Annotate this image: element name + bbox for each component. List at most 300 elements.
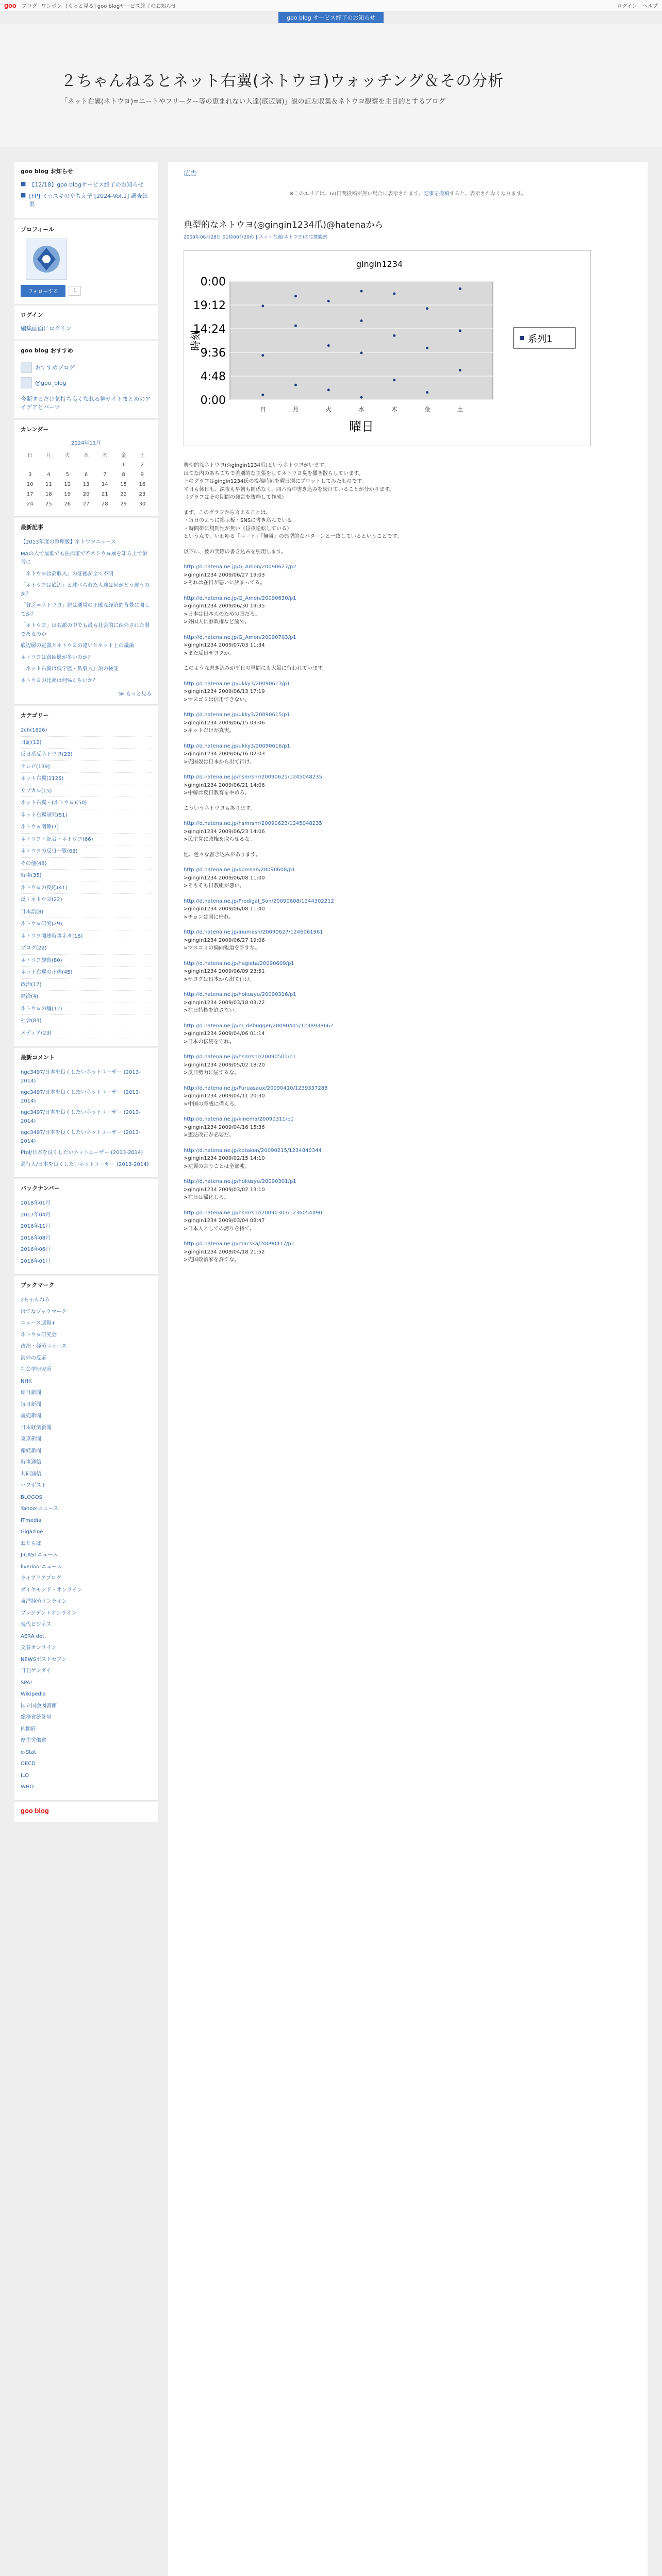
service-notice-bar: [0, 11, 662, 24]
list-item: [21, 1515, 152, 1527]
comment-link[interactable]: ngc3497/日本を良くしたいネットユーザー (2013-2014): [21, 1110, 141, 1124]
source-link[interactable]: http://d.hatena.ne.jp/hagieta/20090609/p1: [184, 960, 294, 967]
calendar-day[interactable]: 18: [45, 492, 52, 497]
source-link[interactable]: http://d.hatena.ne.jp/ukky3/20090615/p1: [184, 712, 290, 718]
recommend-link[interactable]: @goo_blog: [35, 379, 67, 386]
calendar-day[interactable]: 29: [120, 501, 127, 507]
source-link[interactable]: http://d.hatena.ne.jp/G_Amon/20090627/p2: [184, 564, 296, 570]
list-item: [21, 548, 152, 568]
calendar-day[interactable]: 13: [82, 482, 90, 487]
recommend-text-link[interactable]: 今期するだけ気持ち良くなれる神サイトまとめのアイデアとパーツ: [21, 396, 151, 411]
backnumber-widget: [14, 1179, 158, 1275]
x-tick-label: 日: [260, 406, 266, 413]
login-widget: [14, 306, 158, 340]
list-item: [21, 1747, 152, 1758]
entry-paragraph: >在日特権を許さない。: [184, 1008, 240, 1013]
bookmark-list: [21, 1294, 152, 1793]
source-link[interactable]: http://d.hatena.ne.jp/hsmrsnr/20090621/1245048235: [184, 774, 322, 780]
list-item: [21, 1066, 152, 1087]
list-item: [21, 1503, 152, 1515]
widget-title: バックナンバー: [21, 1185, 60, 1192]
calendar-day[interactable]: 28: [101, 501, 108, 507]
list-item: [21, 870, 152, 882]
source-link[interactable]: http://d.hatena.ne.jp/kpmsan/20090608/p1: [184, 867, 295, 873]
avatar[interactable]: [26, 239, 67, 280]
list-item: [21, 1244, 152, 1256]
calendar-day[interactable]: 23: [139, 492, 146, 497]
bookmark-link[interactable]: WHO: [21, 1784, 34, 1790]
bookmark-link[interactable]: AERA dot.: [21, 1633, 46, 1639]
calendar-day[interactable]: 5: [65, 472, 69, 478]
category-link[interactable]: ネトウヨの反応(41): [21, 885, 68, 891]
backnumber-link[interactable]: 2016年08月: [21, 1235, 51, 1241]
bookmark-link[interactable]: 海外の反応: [21, 1355, 46, 1361]
bookmark-link[interactable]: Yahoo!ニュース: [21, 1506, 58, 1512]
post-title[interactable]: 典型的なネトウヨ(◎gingin1234爪)@hatenaから: [184, 220, 384, 230]
category-link[interactable]: ネトウヨ研究(29): [21, 921, 62, 927]
list-item: [21, 930, 152, 943]
entry-paragraph: >中国の脅威に備えろ。: [184, 1101, 240, 1107]
category-link[interactable]: ネット右翼研究(51): [21, 812, 68, 818]
login-link[interactable]: ログイン: [617, 4, 637, 9]
list-item: [21, 1758, 152, 1770]
source-link[interactable]: http://d.hatena.ne.jp/macska/20090417/p1: [184, 1241, 295, 1247]
paragraph-gap: [184, 766, 514, 773]
calendar-day[interactable]: 1: [122, 462, 125, 468]
help-link[interactable]: ヘルプ: [642, 4, 658, 9]
list-item: [21, 536, 152, 548]
entry-paragraph: >gingin1234 2009/06/16 02:03: [184, 751, 265, 757]
bookmark-link[interactable]: ライブドアブログ: [21, 1575, 62, 1581]
category-link[interactable]: ネトウヨの嘘(12): [21, 1006, 62, 1012]
bookmark-link[interactable]: 毎日新聞: [21, 1401, 41, 1408]
list-item: [21, 1456, 152, 1468]
recent-post-link[interactable]: 「ネトウヨは底辺」と述べられた人達は何がどう違うのか？: [21, 583, 150, 597]
entry-paragraph: >反日勢力に屈するな。: [184, 1070, 240, 1076]
bookmark-link[interactable]: 日刊ゲンダイ: [21, 1668, 52, 1674]
service-end-notice-link[interactable]: goo blog サービス終了のお知らせ: [278, 12, 384, 23]
source-link[interactable]: http://d.hatena.ne.jp/Furuasaux/20090410/1239337288: [184, 1085, 328, 1091]
list-item: [21, 737, 152, 749]
list-item: [21, 1159, 152, 1171]
paragraph-gap: [184, 1077, 514, 1084]
notice-item: [21, 180, 152, 189]
category-link[interactable]: ネトウヨ観察(80): [21, 957, 62, 963]
data-point: [360, 396, 363, 399]
entry-paragraph: >外国人に参政権など論外。: [184, 619, 250, 625]
widget-title: プロフィール: [21, 226, 54, 233]
recommend-item[interactable]: [21, 360, 152, 375]
list-item: [21, 1642, 152, 1654]
bookmark-link[interactable]: 現代ビジネス: [21, 1622, 52, 1628]
list-item: [21, 1027, 152, 1040]
x-axis-label: 曜日: [349, 419, 374, 434]
entry-paragraph: >gingin1234 2009/06/30 19:35: [184, 603, 265, 609]
goo-logo[interactable]: goo: [4, 2, 16, 9]
recommend-link[interactable]: おすすめブログ: [35, 364, 75, 371]
recent-post-link[interactable]: 「ネトウヨは高収入」の証拠が全く不明: [21, 571, 113, 577]
entry-paragraph: >ネットだけが真実。: [184, 728, 235, 734]
category-link[interactable]: 社会(83): [21, 1018, 42, 1024]
list-item: [21, 918, 152, 930]
calendar-weekday: 土: [139, 453, 145, 459]
goo-blog-logo[interactable]: goo blog: [21, 1806, 49, 1815]
source-link[interactable]: http://d.hatena.ne.jp/inumash/20090627/1246061961: [184, 929, 323, 935]
list-item: [21, 1197, 152, 1209]
category-link[interactable]: ネット右翼・(ネトウヨ)(50): [21, 800, 87, 806]
calendar-day[interactable]: 9: [140, 472, 144, 478]
backnumber-link[interactable]: 2016年11月: [21, 1224, 51, 1229]
paragraph-gap: [184, 859, 514, 866]
paragraph-gap: [184, 673, 514, 680]
calendar-day[interactable]: 17: [26, 492, 34, 497]
data-point: [261, 394, 264, 396]
category-link[interactable]: 政治(17): [21, 981, 42, 988]
list-item: [21, 1256, 152, 1267]
topbar-links: [22, 2, 176, 9]
paragraph-gap: [184, 1140, 514, 1147]
recent-post-link[interactable]: 【2013年度の整理版】ネトウヨニュース: [21, 539, 116, 545]
list-item: [21, 1700, 152, 1712]
list-item: [21, 1480, 152, 1492]
recent-post-link[interactable]: 「貧乏＝ネトウヨ」説は通常の正確な経済的背景に関してか？: [21, 603, 150, 617]
source-link[interactable]: http://d.hatena.ne.jp/hokusyu/20090316/p1: [184, 992, 296, 997]
list-item: [21, 1445, 152, 1457]
bookmark-widget: [14, 1276, 158, 1801]
entry-paragraph: >gingin1234 2009/06/13 17:19: [184, 689, 265, 694]
category-link[interactable]: ネット右翼(1125): [21, 776, 64, 782]
list-item: [21, 834, 152, 846]
bookmark-link[interactable]: e-Stat: [21, 1749, 37, 1755]
bookmark-link[interactable]: SPA!: [21, 1680, 32, 1686]
source-link[interactable]: http://d.hatena.ne.jp/hsmrsnr/20090623/1245048235: [184, 821, 322, 826]
entry-paragraph: >日本の伝統を守れ。: [184, 1039, 235, 1045]
calendar-day[interactable]: 16: [139, 482, 146, 487]
category-link[interactable]: 時事(35): [21, 873, 42, 878]
post-article-link[interactable]: 記事を投稿: [423, 191, 450, 197]
list-item: [21, 1596, 152, 1607]
calendar-day[interactable]: 24: [26, 501, 34, 507]
bookmark-link[interactable]: ILO: [21, 1772, 29, 1778]
category-link[interactable]: メディア(23): [21, 1030, 52, 1036]
y-tick-label: 9:36: [200, 347, 226, 360]
calendar-weekday: 水: [83, 453, 89, 459]
bookmark-link[interactable]: 総務省統計局: [21, 1715, 52, 1720]
category-link[interactable]: ネトウヨ関係(7): [21, 824, 59, 830]
source-link[interactable]: http://d.hatena.ne.jp/kptaken/20090215/1234840344: [184, 1147, 322, 1154]
list-item: [21, 1410, 152, 1422]
bookmark-link[interactable]: BLOGOS: [21, 1494, 42, 1500]
topbar-link[interactable]: ワンポン: [41, 4, 62, 9]
bookmark-link[interactable]: 厚生労働省: [21, 1738, 46, 1743]
bookmark-link[interactable]: 政治・経済ニュース: [21, 1344, 67, 1349]
category-link[interactable]: 反・ネトウヨ(22): [21, 897, 62, 903]
entry-paragraph: >売国政治家を許すな。: [184, 1257, 240, 1263]
disclaimer-text: すると、表示されなくなります。: [449, 191, 526, 197]
recommend-item[interactable]: [21, 375, 152, 391]
list-item: [21, 620, 152, 640]
comment-list: [21, 1066, 152, 1170]
list-item: [21, 1364, 152, 1376]
backnumber-list: [21, 1197, 152, 1267]
calendar-weekday: 月: [46, 453, 52, 459]
list-item: [21, 1232, 152, 1244]
calendar-day[interactable]: 8: [122, 472, 125, 478]
bookmark-link[interactable]: ニュース速報+: [21, 1320, 56, 1326]
category-link[interactable]: ネット右翼の正体(45): [21, 970, 73, 975]
entry-body: [184, 462, 514, 1264]
post-meta[interactable]: 2009年06月28日 01時00分20秒 | ネット右翼(ネトウヨ)の生態観察: [184, 235, 327, 240]
source-link[interactable]: http://d.hatena.ne.jp/Prodigal_Son/20090608/1244302212: [184, 898, 334, 904]
list-item: [21, 882, 152, 894]
bookmark-link[interactable]: 東洋経済オンライン: [21, 1599, 67, 1604]
calendar-day[interactable]: 15: [120, 482, 127, 487]
category-link[interactable]: 日本語(8): [21, 909, 44, 915]
paragraph-gap: [184, 735, 514, 742]
y-axis-label: 時刻: [189, 330, 202, 351]
blog-title[interactable]: ２ちゃんねるとネット右翼(ネトウヨ)ウォッチング＆その分析: [61, 72, 504, 90]
paragraph-gap: [184, 704, 514, 711]
list-item: [21, 1631, 152, 1642]
notice-link[interactable]: 【12/18】goo blogサービス終了のお知らせ: [29, 181, 144, 188]
calendar-month[interactable]: 2024年11月: [71, 440, 102, 446]
blog-header: [0, 24, 662, 147]
backnumber-link[interactable]: 2016年06月: [21, 1247, 51, 1252]
footer-logo-widget: [14, 1802, 158, 1822]
calendar-day[interactable]: 2: [140, 462, 144, 468]
calendar-day[interactable]: 27: [82, 501, 90, 507]
calendar-day[interactable]: 14: [101, 482, 108, 487]
x-tick-label: 金: [424, 406, 430, 413]
recent-post-link[interactable]: 「ネット右翼は低学歴・低収入」説の検証: [21, 666, 119, 672]
calendar-weekday: 木: [102, 453, 108, 459]
twitter-icon: [21, 377, 32, 388]
recent-post-link[interactable]: 「ネトウヨ」は右派の中でも最も社会的に疎外された層であるのか: [21, 623, 150, 637]
category-link[interactable]: サブカル(15): [21, 788, 52, 794]
bookmark-link[interactable]: 2ちゃんねる: [21, 1297, 50, 1303]
source-link[interactable]: http://d.hatena.ne.jp/ukky3/20090613/p1: [184, 681, 290, 687]
bookmark-link[interactable]: J-CASTニュース: [21, 1552, 58, 1558]
list-item: [21, 1015, 152, 1027]
comments-widget: [14, 1048, 158, 1178]
entry-paragraph: >gingin1234 2009/05/02 18:20: [184, 1062, 265, 1068]
x-tick-label: 水: [358, 406, 365, 413]
sidebar: [14, 162, 158, 2576]
list-item: [21, 1341, 152, 1352]
entry-paragraph: 典型的なネトウヨ(◎gingin1234爪)というネトウヨがいます。: [184, 463, 329, 468]
category-link[interactable]: ブログ(22): [21, 945, 47, 951]
calendar-day[interactable]: 22: [120, 492, 127, 497]
data-point: [459, 369, 461, 371]
edit-login-link[interactable]: 編集画面にログイン: [21, 325, 72, 332]
notice-link[interactable]: [FP] ミ☆スキのやちえ子 [2024-Vol.1] 調査結果: [29, 193, 148, 208]
paragraph-gap: [184, 798, 514, 805]
bookmark-link[interactable]: 時事通信: [21, 1460, 41, 1465]
topbar-right: [617, 2, 658, 9]
source-link[interactable]: http://d.hatena.ne.jp/ukky3/20090616/p1: [184, 743, 290, 749]
bookmark-link[interactable]: NEWSポストセブン: [21, 1656, 67, 1663]
calendar-day: [39, 460, 58, 470]
recent-post-link[interactable]: 底辺層の定義とネトウヨの違いとネット上の議論: [21, 643, 134, 649]
source-link[interactable]: http://d.hatena.ne.jp/hsmrsnr/20090501/p1: [184, 1054, 296, 1060]
list-item: [21, 675, 152, 687]
category-link[interactable]: テレビ(139): [21, 764, 50, 770]
calendar-day[interactable]: 10: [26, 482, 34, 487]
calendar-day[interactable]: 20: [82, 492, 90, 497]
disclaimer-text: ※このエリアは、60日間投稿が無い場合に表示されます。: [289, 191, 424, 197]
bookmark-link[interactable]: 国立国会図書館: [21, 1703, 57, 1709]
list-item: [21, 785, 152, 798]
entry-paragraph: >gingin1234 2009/04/11 20:30: [184, 1093, 265, 1099]
recent-post-link[interactable]: ネトウヨは貧困層が多いのか？: [21, 654, 93, 660]
bookmark-link[interactable]: Gigazine: [21, 1529, 43, 1535]
entry-paragraph: >日本は日本人のための国だろ。: [184, 611, 260, 617]
bookmark-link[interactable]: NHK: [21, 1378, 32, 1384]
data-point: [459, 329, 461, 332]
comment-link[interactable]: ngc3497/日本を良くしたいネットユーザー (2013-2014): [21, 1070, 141, 1084]
comment-link[interactable]: ngc3497/日本を良くしたいネットユーザー (2013-2014): [21, 1090, 141, 1104]
chart-svg: [184, 250, 591, 446]
bookmark-link[interactable]: 文春オンライン: [21, 1645, 57, 1651]
backnumber-link[interactable]: 2018年01月: [21, 1200, 51, 1206]
category-link[interactable]: 2ch(1826): [21, 727, 47, 733]
comment-link[interactable]: Ptol/日本を良くしたいネットユーザー (2013-2014): [21, 1150, 143, 1156]
list-item: [21, 1526, 152, 1538]
calendar-day[interactable]: 30: [139, 501, 146, 507]
calendar-day[interactable]: 12: [64, 482, 71, 487]
bookmark-link[interactable]: 共同通信: [21, 1471, 41, 1477]
bookmark-link[interactable]: ねとらぼ: [21, 1540, 41, 1547]
widget-title: カテゴリー: [21, 712, 49, 719]
bookmark-link[interactable]: livedoorニュース: [21, 1564, 62, 1570]
list-item: [21, 1399, 152, 1411]
calendar-day[interactable]: 11: [45, 482, 52, 487]
bookmark-link[interactable]: 社会学研究所: [21, 1367, 52, 1372]
calendar-day: [77, 460, 95, 470]
ad-label: 広告: [184, 170, 197, 178]
x-tick-label: 木: [391, 406, 398, 413]
data-point: [294, 295, 297, 297]
topbar-link[interactable]: ブログ: [21, 4, 37, 9]
entry-paragraph: >gingin1234 2009/06/08 11:40: [184, 906, 265, 912]
calendar-day[interactable]: 6: [84, 472, 88, 478]
source-link[interactable]: http://d.hatena.ne.jp/kinema/20090311/p1: [184, 1116, 294, 1122]
list-item: [21, 1572, 152, 1584]
calendar-day[interactable]: 25: [45, 501, 52, 507]
bookmark-link[interactable]: ハフポスト: [21, 1483, 46, 1488]
paragraph-gap: [184, 812, 514, 820]
entry-paragraph: >それは在日が悪いに決まってる。: [184, 580, 266, 586]
bookmark-link[interactable]: ネトウヨ研究会: [21, 1332, 57, 1338]
source-link[interactable]: http://d.hatena.ne.jp/hsmrsnr/20090303/1236054490: [184, 1210, 322, 1216]
paragraph-gap: [184, 626, 514, 634]
recommend-widget: [14, 341, 158, 419]
widget-title: 最新記事: [21, 524, 43, 531]
list-item: [21, 568, 152, 580]
calendar-day[interactable]: 4: [47, 472, 51, 478]
bookmark-link[interactable]: 朝日新聞: [21, 1390, 41, 1396]
source-link[interactable]: http://d.hatena.ne.jp/G_Amon/20090630/p1: [184, 595, 296, 601]
list-item: [21, 1781, 152, 1793]
bookmark-link[interactable]: ITmedia: [21, 1517, 42, 1523]
comment-link[interactable]: 通行人/日本を良くしたいネットユーザー (2013-2014): [21, 1161, 149, 1167]
entry-paragraph: >gingin1234 2009/03/04 08:47: [184, 1218, 265, 1224]
category-link[interactable]: その他(48): [21, 860, 47, 867]
calendar-day: [95, 460, 114, 470]
calendar-day[interactable]: 26: [64, 501, 71, 507]
bookmark-link[interactable]: ダイヤモンド・オンライン: [21, 1587, 82, 1593]
calendar-day[interactable]: 3: [28, 472, 32, 478]
paragraph-gap: [184, 587, 514, 595]
source-link[interactable]: http://d.hatena.ne.jp/G_Amon/20090703/p1: [184, 634, 296, 640]
calendar-day[interactable]: 21: [101, 492, 108, 497]
category-link[interactable]: 経済(4): [21, 994, 39, 999]
paragraph-gap: [184, 556, 514, 563]
entry-paragraph: ・毎日のように掲示板・SNSに書き込んでいる: [184, 518, 292, 523]
more-posts-link[interactable]: ≫ もっと見る: [119, 691, 152, 697]
follow-button[interactable]: フォローする: [21, 285, 65, 297]
bullet-icon: ■: [21, 180, 26, 187]
bookmark-link[interactable]: 内閣府: [21, 1726, 36, 1732]
category-link[interactable]: ネトウヨ・記者・ネトウヨ(66): [21, 836, 93, 842]
comment-link[interactable]: ngc3497/日本を良くしたいネットユーザー (2013-2014): [21, 1130, 141, 1144]
bookmark-link[interactable]: 東京新聞: [21, 1436, 41, 1442]
list-item: [21, 858, 152, 870]
backnumber-link[interactable]: 2017年04月: [21, 1212, 51, 1218]
paragraph-gap: [184, 657, 514, 665]
bookmark-link[interactable]: OECD: [21, 1761, 36, 1767]
inactive-disclaimer: [184, 189, 632, 197]
recent-post-link[interactable]: ネトウヨの比率は何%くらいか？: [21, 677, 98, 684]
category-link[interactable]: ネトウヨ関連時事ネタ(16): [21, 933, 83, 939]
category-link[interactable]: ネトウヨの反日一覧(63): [21, 849, 78, 854]
category-link[interactable]: 日記(12): [21, 739, 42, 745]
backnumber-link[interactable]: 2016年01月: [21, 1258, 51, 1264]
paragraph-gap: [184, 984, 514, 991]
source-link[interactable]: http://d.hatena.ne.jp/hokusyu/20090301/p1: [184, 1179, 296, 1184]
source-link[interactable]: http://d.hatena.ne.jp/m_debugger/20090405/1238938667: [184, 1023, 334, 1029]
recent-posts-widget: [14, 518, 158, 705]
avatar-graphic-icon: [31, 244, 62, 275]
category-link[interactable]: 反日系反ネトウヨ(23): [21, 752, 73, 757]
entry-paragraph: 以下に、彼の実際の書き込みを引用します。: [184, 549, 287, 555]
list-item: [21, 1677, 152, 1689]
widget-title: 最新コメント: [21, 1054, 55, 1061]
entry-paragraph: >gingin1234 2009/02/15 14:10: [184, 1156, 265, 1161]
calendar-day[interactable]: 19: [64, 492, 71, 497]
calendar-week: [21, 470, 152, 480]
bookmark-link[interactable]: 日本経済新聞: [21, 1425, 52, 1431]
x-tick-label: 月: [293, 406, 299, 413]
entry-paragraph: はてな内のあちこちで差別的な主張をしてネトウヨ臭を撒き散らしています。: [184, 470, 364, 477]
bookmark-link[interactable]: 読売新聞: [21, 1413, 41, 1419]
entry-paragraph: >gingin1234 2009/06/23 14:06: [184, 828, 265, 835]
recent-post-link[interactable]: MAの人で最低でも法律家で不ネトウヨ層を知る上で参考に: [21, 551, 147, 565]
list-item: [21, 1584, 152, 1596]
list-item: [21, 1468, 152, 1480]
bookmark-link[interactable]: プレジデントオンライン: [21, 1610, 77, 1616]
data-point: [327, 344, 330, 347]
list-item: [21, 979, 152, 991]
goo-topbar: [0, 0, 662, 11]
calendar-day[interactable]: 7: [103, 472, 107, 478]
bookmark-link[interactable]: はてなブックマーク: [21, 1309, 67, 1315]
bookmark-link[interactable]: Wikipedia: [21, 1691, 46, 1697]
thumbnail-icon: [21, 362, 32, 373]
topbar-link[interactable]: [もっと見る] goo blogサービス終了のお知らせ: [65, 4, 176, 9]
list-item: [21, 845, 152, 858]
bookmark-link[interactable]: 産経新聞: [21, 1448, 41, 1454]
